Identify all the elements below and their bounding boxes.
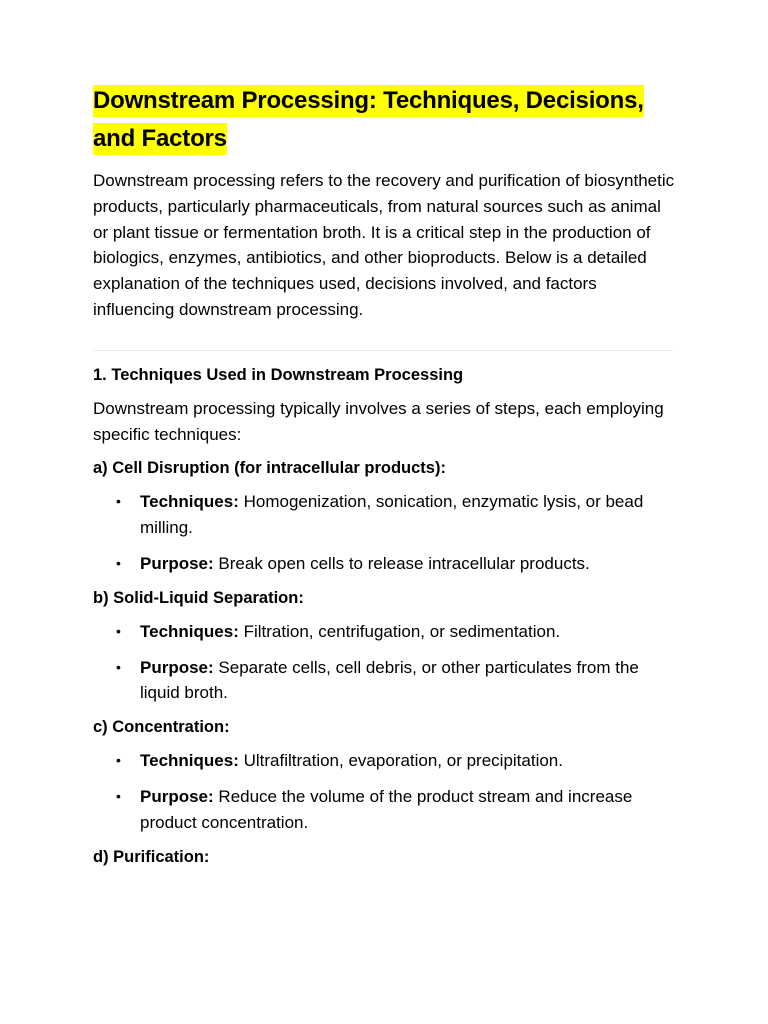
item-text: Homogenization, sonication, enzymatic lysis, or bead milling. [140, 492, 644, 538]
list-item [116, 551, 678, 577]
item-label: Purpose: [140, 553, 214, 573]
item-label: Techniques: [140, 621, 239, 641]
bullet-list [93, 748, 678, 835]
section-intro: Downstream processing typically involves a series of steps, each employing specific techniques: [93, 398, 664, 444]
list-item [116, 655, 678, 707]
item-label: Techniques: [140, 751, 239, 771]
item-label: Purpose: [140, 786, 214, 806]
subsection-heading-cell-disruption: a) Cell Disruption (for intracellular products): [93, 459, 446, 478]
list-item [116, 784, 678, 836]
item-label: Techniques: [140, 492, 239, 512]
list-item [116, 748, 678, 774]
bullet-icon: • [116, 554, 121, 571]
bullet-icon: • [116, 752, 121, 769]
subsection-heading-solid-liquid-separation: b) Solid-Liquid Separation: [93, 588, 304, 607]
bullet-icon: • [116, 622, 121, 639]
document-title [93, 82, 678, 158]
section-divider [93, 350, 673, 351]
bullet-icon: • [116, 658, 121, 675]
item-text: Break open cells to release intracellular products. [213, 553, 590, 573]
title-highlight: Downstream Processing: Techniques, Decisions, and Factors [93, 85, 644, 155]
subsection-heading-purification: d) Purification: [93, 847, 210, 866]
item-text: Reduce the volume of the product stream and increase product concentration. [140, 786, 633, 832]
item-text: Filtration, centrifugation, or sedimentation. [238, 621, 561, 641]
bullet-icon: • [116, 493, 121, 510]
list-item [116, 619, 678, 645]
item-label: Purpose: [140, 657, 214, 677]
section-heading: 1. Techniques Used in Downstream Processing [93, 365, 464, 384]
item-text: Separate cells, cell debris, or other particulates from the liquid broth. [140, 657, 639, 703]
subsection-heading-concentration: c) Concentration: [93, 718, 230, 737]
bullet-icon: • [116, 787, 121, 804]
intro-paragraph: Downstream processing refers to the recovery and purification of biosynthetic products, particularly pharmaceuticals, from natural sources such as animal or plant tissue or fermentation broth. It is a critical step in the production of biologics, enzymes, antibiotics, and other bioproducts. Below is a detailed explanation of the techniques used, decisions involved, and factors influencing downstream processing. [93, 171, 675, 319]
bullet-list [93, 619, 678, 706]
list-item [116, 489, 678, 541]
item-text: Ultrafiltration, evaporation, or precipitation. [238, 751, 563, 771]
bullet-list [93, 489, 678, 576]
